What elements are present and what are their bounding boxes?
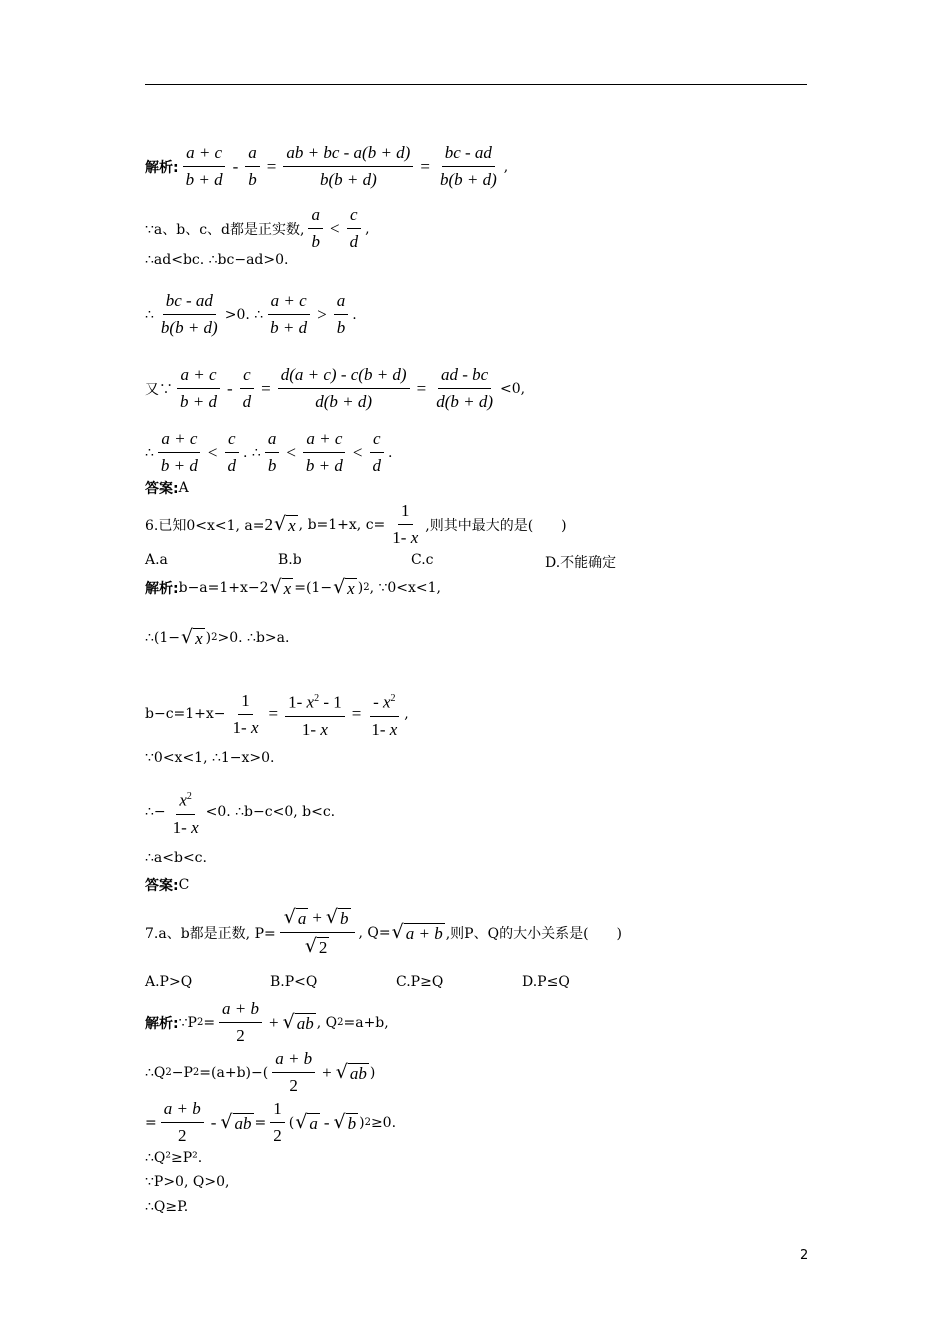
option-c: C.P≥Q <box>396 974 444 990</box>
fraction: $\frac{c}{d}$ <box>225 428 240 477</box>
fraction: $\frac{1}{2}$ <box>270 1098 285 1147</box>
fraction: $\frac{x^2}{1- x}$ <box>170 786 202 839</box>
q6-solution-2: ∴(1− √ x ) 2 >0. ∴b>a. <box>145 626 290 648</box>
fraction: $\frac{- x^2}{1- x}$ <box>368 688 400 741</box>
fraction: $\frac{c}{d}$ <box>369 428 384 477</box>
answer-line-5: 答案: A <box>145 480 189 497</box>
q6-solution-4: ∵0<x<1, ∴1−x>0. <box>145 750 275 766</box>
q7-solution-1: 解析: ∵P 2 = $\frac{a + b}{2}$ + √ ab , Q 2 =a+b, <box>145 999 389 1045</box>
fraction: $\frac{a + c}{b + d}$ <box>267 290 310 339</box>
fraction: $\frac{a + c}{b + d}$ <box>177 364 220 413</box>
fraction: $\frac{a}{b}$ <box>308 204 323 253</box>
fraction: $\frac{a + c}{b + d}$ <box>158 428 201 477</box>
q6-solution-1: 解析: b−a=1+x−2 √ x =(1− √ x ) 2 , ∵0<x<1, <box>145 576 441 598</box>
solution-line-3: ∴ad<bc. ∴bc−ad>0. <box>145 252 289 268</box>
q7-solution-4: ∴Q²≥P². <box>145 1150 203 1166</box>
fraction: $\frac{1}{1- x}$ <box>232 690 259 737</box>
q7-solution-2: ∴Q 2 −P 2 =(a+b)−( $\frac{a + b}{2}$ + √ ab ) <box>145 1049 376 1095</box>
fraction: $\frac{a + b}{2}$ <box>219 998 262 1047</box>
q7-solution-5: ∵P>0, Q>0, <box>145 1174 230 1190</box>
fraction: $\frac{1}{1- x}$ <box>392 501 419 547</box>
fraction: $\frac{a + c}{b + d}$ <box>303 428 346 477</box>
fraction: $\frac{ad - bc}{d(b + d)}$ <box>436 365 493 411</box>
q7-solution-3: = $\frac{a + b}{2}$ - √ ab = $\frac{1}{2}$ ( √ a - √ b ) 2 ≥0. <box>145 1099 397 1145</box>
fraction: $\frac{bc - ad}{b(b + d)}$ <box>439 143 497 189</box>
fraction: √ a + √ b √ 2 <box>280 906 355 959</box>
sqrt: √ x <box>181 626 203 648</box>
fraction: $\frac{ab + bc - a(b + d)}{b(b + d)}$ <box>283 142 413 191</box>
analysis-label: 解析: <box>145 159 179 176</box>
sqrt: √ a + b <box>391 921 443 943</box>
fraction: $\frac{1- x^2 - 1}{1- x}$ <box>285 688 345 741</box>
fraction: $\frac{a + b}{2}$ <box>272 1048 315 1097</box>
sqrt: √ a <box>295 1111 318 1133</box>
option-d: D.P≤Q <box>522 974 570 990</box>
option-b: B.P<Q <box>270 974 318 990</box>
fraction: $\frac{bc - ad}{b(b + d)}$ <box>160 291 218 337</box>
option-a: A.P>Q <box>145 974 193 990</box>
fraction: $\frac{a + c}{b + d}$ <box>183 142 226 191</box>
answer-line-6: 答案: C <box>145 877 190 894</box>
sqrt: √ b <box>333 1111 357 1133</box>
q6-solution-5: ∴− $\frac{x^2}{1- x}$ <0. ∴b−c<0, b<c. <box>145 786 335 839</box>
solution-line-1: 解析: $\frac{a + c}{b + d}$ - $\frac{a}{b}$ = $\frac{ab + bc - a(b + d)}{b(b + d)}$ = $\frac{bc - ad}{b(b + d)}$ , <box>145 143 509 189</box>
sqrt: √ ab <box>282 1011 314 1033</box>
solution-line-5: 又∵ $\frac{a + c}{b + d}$ - $\frac{c}{d}$ = $\frac{d(a + c) - c(b + d)}{d(b + d)}$ = $\frac{ad - bc}{d(b + d)}$ <0, <box>145 365 526 411</box>
option-b: B.b <box>278 552 302 568</box>
sqrt: √ x <box>333 576 355 598</box>
option-a: A.a <box>145 552 168 568</box>
solution-line-4: ∴ $\frac{bc - ad}{b(b + d)}$ >0. ∴ $\frac{a + c}{b + d}$ > $\frac{a}{b}$ . <box>145 291 357 337</box>
header-rule <box>145 84 807 85</box>
sqrt: √ x <box>269 576 292 598</box>
fraction: $\frac{a}{b}$ <box>245 142 260 191</box>
question-7-stem: 7.a、b都是正数, P= √ a + √ b √ 2 , Q= √ a + b ,则P、Q的大小关系是( ) <box>145 906 623 957</box>
fraction: $\frac{a + b}{2}$ <box>161 1098 204 1147</box>
fraction: $\frac{a}{b}$ <box>265 428 280 477</box>
fraction: $\frac{a}{b}$ <box>334 290 349 339</box>
option-c: C.c <box>411 552 434 568</box>
question-6-stem: 6.已知0<x<1, a= 2 √ x , b=1+x, c= $\frac{1}{1- x}$ ,则其中最大的是( ) <box>145 501 567 547</box>
sqrt: √ ab <box>335 1061 367 1083</box>
q7-solution-6: ∴Q≥P. <box>145 1199 189 1215</box>
q6-solution-6: ∴a<b<c. <box>145 850 207 866</box>
fraction: $\frac{d(a + c) - c(b + d)}{d(b + d)}$ <box>278 364 410 413</box>
sqrt: √ ab <box>220 1111 252 1133</box>
sqrt: √ x <box>274 513 296 535</box>
solution-line-6: ∴ $\frac{a + c}{b + d}$ < $\frac{c}{d}$ . ∴ $\frac{a}{b}$ < $\frac{a + c}{b + d}$ < $\frac{c}{d}$ . <box>145 429 393 475</box>
q6-solution-3: b−c=1+x− $\frac{1}{1- x}$ = $\frac{1- x^2 - 1}{1- x}$ = $\frac{- x^2}{1- x}$ , <box>145 688 409 741</box>
fraction: $\frac{c}{d}$ <box>347 204 362 253</box>
option-d: D.不能确定 <box>545 555 617 571</box>
page-number: 2 <box>800 1248 809 1263</box>
solution-line-2: ∵a、b、c、d都是正实数, $\frac{a}{b}$ < $\frac{c}{d}$ , <box>145 205 370 251</box>
fraction: $\frac{c}{d}$ <box>240 364 255 413</box>
